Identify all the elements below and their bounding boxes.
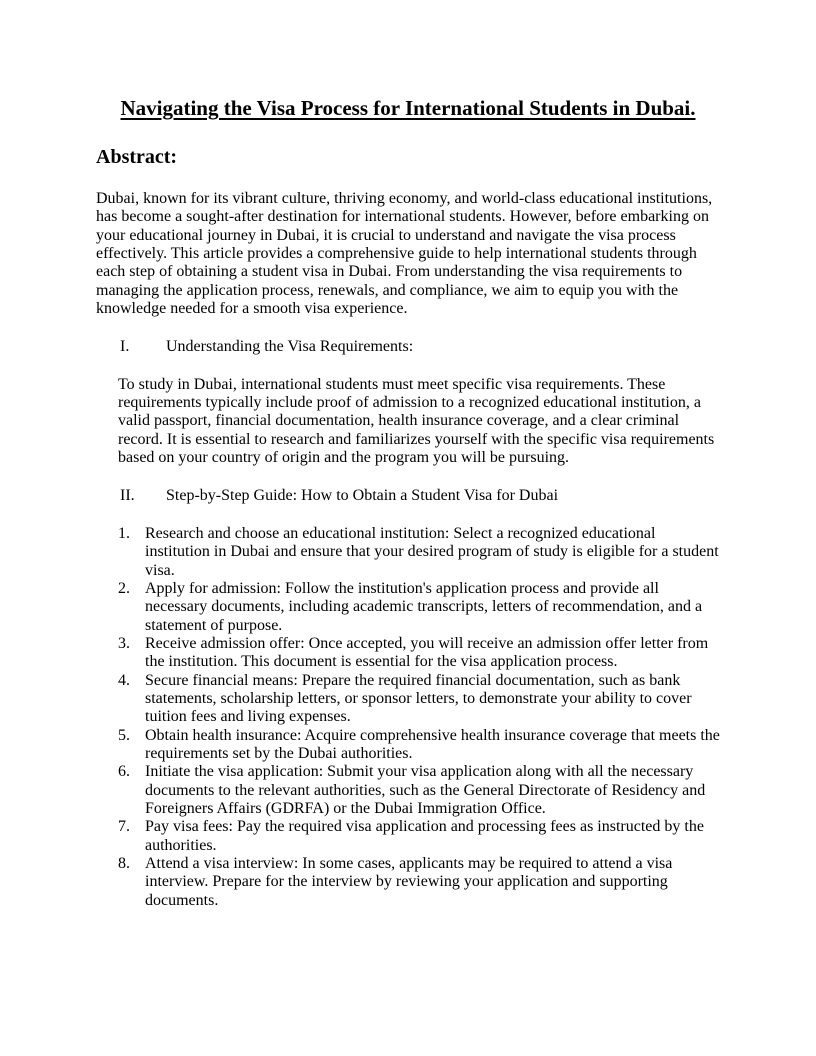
step-item-2 (118, 579, 720, 635)
step-4-number: 4. (118, 671, 130, 689)
step-2-number: 2. (118, 579, 130, 597)
step-item-5 (118, 726, 720, 764)
step-7-number: 7. (118, 818, 130, 836)
step-5-number: 5. (118, 726, 130, 744)
section-heading-row-1 (120, 338, 720, 356)
step-6-number: 6. (118, 763, 130, 781)
step-5-text: Obtain health insurance: Acquire comprehensive health insurance coverage that meets the requirements set by the Dubai authorities. (145, 726, 720, 762)
abstract-heading: Abstract: (96, 146, 178, 168)
step-6-text: Initiate the visa application: Submit your visa application along with all the necessary documents to the relevant authorities, such as the General Directorate of Residency and Foreigners Affairs (GDRFA) or the Dubai Immigration Office. (145, 763, 706, 817)
document-title: Navigating the Visa Process for International Students in Dubai. (120, 96, 696, 120)
step-2-text: Apply for admission: Follow the institution's application process and provide all necessary documents, including academic transcripts, letters of recommendation, and a statement of purpose. (145, 579, 703, 634)
step-1-number: 1. (118, 524, 130, 542)
step-item-4 (118, 671, 720, 727)
section-2-heading-text: Step-by-Step Guide: How to Obtain a Student Visa for Dubai (166, 487, 559, 505)
abstract-paragraph: Dubai, known for its vibrant culture, thriving economy, and world-class educational institutions, has become a sought-after destination for international students. However, before embarking on your educational journey in Dubai, it is crucial to understand and navigate the visa process effectively. This article provides a comprehensive guide to help international students through each step of obtaining a student visa in Dubai. From understanding the visa requirements to managing the application process, renewals, and compliance, we aim to equip you with the knowledge needed for a smooth visa experience. (96, 190, 713, 318)
step-item-3 (118, 634, 720, 672)
step-3-text: Receive admission offer: Once accepted, you will receive an admission offer letter from the institution. This document is essential for the visa application process. (145, 634, 709, 671)
step-7-text: Pay visa fees: Pay the required visa application and processing fees as instructed by the authorities. (145, 818, 704, 854)
step-3-number: 3. (118, 634, 130, 652)
section-1-numeral: I. (120, 338, 130, 356)
section-1-heading-text: Understanding the Visa Requirements: (166, 338, 414, 356)
step-1-text: Research and choose an educational institution: Select a recognized educational institution in Dubai and ensure that your desired program of study is eligible for a student visa. (145, 524, 719, 579)
step-item-8 (118, 855, 720, 910)
step-8-text: Attend a visa interview: In some cases, applicants may be required to attend a visa interview. Prepare for the interview by reviewing your application and supporting documents. (145, 855, 673, 909)
step-4-text: Secure financial means: Prepare the required financial documentation, such as bank statements, scholarship letters, or sponsor letters, to demonstrate your ability to cover tuition fees and living expenses. (145, 671, 692, 726)
section-2-numeral: II. (120, 487, 135, 505)
steps-list (96, 525, 720, 910)
section-heading-row-2 (120, 487, 720, 505)
step-item-7 (118, 818, 720, 855)
step-item-1 (118, 524, 720, 580)
section-1-body-paragraph: To study in Dubai, international students must meet specific visa requirements. These requirements typically include proof of admission to a recognized educational institution, a valid passport, financial documentation, health insurance coverage, and a clear criminal record. It is essential to research and familiarizes yourself with the specific visa requirements based on your country of origin and the program you will be pursuing. (118, 375, 715, 467)
step-item-6 (118, 763, 720, 818)
step-8-number: 8. (118, 855, 130, 872)
